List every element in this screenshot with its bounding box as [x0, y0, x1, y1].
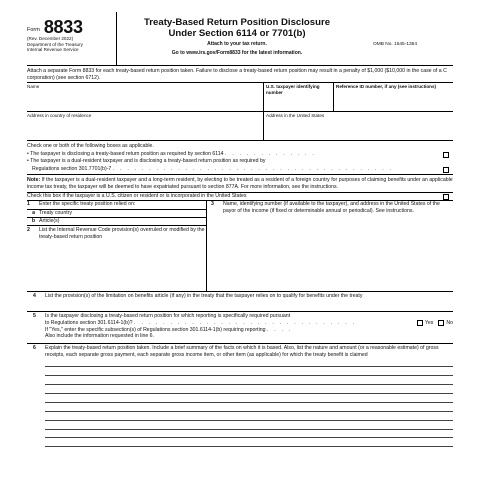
us-address-label: Address in the United States: [266, 113, 325, 118]
residence-address-field[interactable]: [27, 112, 263, 140]
line-5-row: 5 Is the taxpayer disclosing a treaty-based return position for which reporting is specifically required pursuant to Regulations section 301.6114-1(b)? . . . . . . . . . . . . . . . . . . . . . . . . . . . . . . . Yes No If "Yes," enter the specific subsection(s) of Regulations section 301.6114-1(b) requiring reporting . . . . Also include the information requested in line 6.: [27, 312, 453, 344]
line-1-label: Enter the specific treaty position relied on:: [39, 201, 136, 208]
article-row[interactable]: [27, 217, 206, 225]
citizen-row: [27, 193, 453, 201]
line-2-number: 2: [27, 227, 30, 234]
form-title-line2: Under Section 6114 or 7701(b): [168, 27, 306, 39]
revision-date: (Rev. December 2022): [27, 36, 74, 41]
write-line[interactable]: [45, 421, 453, 430]
lines-1-2-column: [27, 201, 207, 291]
write-line[interactable]: [45, 394, 453, 403]
intro-text: Attach a separate Form 8833 for each treaty-based return position taken. Failure to disclose a treaty-based return position may result in a penalty of $1,000 ($10,000 in the case of a C corporation) (see section 6712).: [27, 66, 453, 83]
agency: Internal Revenue Service: [27, 47, 79, 52]
identity-row: [27, 83, 453, 112]
omb-block: [357, 12, 453, 65]
line-3-column[interactable]: [207, 201, 453, 291]
department: Department of the Treasury: [27, 41, 83, 47]
line-5-label-a: Is the taxpayer disclosing a treaty-based return position for which reporting is specifically required pursuant: [45, 313, 291, 320]
line-5-number: 5: [33, 313, 36, 320]
ref-label: Reference ID number, if any (see instructions): [336, 84, 437, 89]
line-4-label: List the provision(s) of the limitation on benefits article (if any) in the treaty that the taxpayer relies on to qualify for benefits under the treaty: [45, 293, 363, 300]
option-dual-label-a: • The taxpayer is a dual-resident taxpayer and is disclosing a treaty-based return position as required by: [27, 158, 266, 165]
form-id-block: [27, 12, 117, 65]
attach-instruction: Attach to your tax return.: [207, 41, 267, 48]
line-2-label: List the Internal Revenue Code provision(s) overruled or modified by the treaty-based return position: [39, 227, 205, 240]
write-line[interactable]: [45, 403, 453, 412]
explanation-area[interactable]: [27, 358, 453, 447]
name-label: Name: [27, 84, 40, 89]
residence-address-label: Address in country of residence: [27, 113, 92, 118]
lines-1-3: [27, 201, 453, 292]
line-6-number: 6: [33, 345, 36, 352]
form-word: Form: [27, 27, 40, 34]
note-text: If the taxpayer is a dual-resident taxpayer and a long-term resident, by electing to be treated as a resident of a foreign country for purposes of claiming benefits under an applicable income tax treaty, the taxpayer will be deemed to have expatriated pursuant to section 877A. For more information, see the instructions.: [27, 177, 453, 190]
citizen-check-label: Check this box if the taxpayer is a U.S. citizen or resident or is incorporated in the United States: [27, 193, 247, 200]
us-address-field[interactable]: [263, 112, 453, 140]
form-number: 8833: [43, 17, 83, 37]
address-row: [27, 112, 453, 141]
utin-label: U.S. taxpayer identifying number: [266, 84, 320, 95]
line-5-label-b: to Regulations section 301.6114-1(b)?: [45, 319, 133, 326]
no-label: No: [446, 319, 453, 326]
utin-field[interactable]: [263, 83, 333, 111]
website-instruction: Go to www.irs.gov/Form8833 for the latest information.: [171, 49, 303, 56]
article-label: Article(s): [39, 218, 60, 225]
line-6-label: Explain the treaty-based return position taken. Include a brief summary of the facts on which it is based. Also, list the nature and amount (or a reasonable estimate) of gross receipts, each separate gross payment, each separate gross income item, or other item (as applicable) for which the treaty benefit is claimed: [45, 345, 439, 358]
write-line[interactable]: [45, 367, 453, 376]
treaty-country-label: Treaty country: [39, 210, 72, 217]
line-3-number: 3: [211, 201, 214, 208]
form-8833: [27, 12, 453, 447]
option-dual-label-b: Regulations section 301.7701(b)-7: [32, 165, 112, 172]
note-paragraph: [27, 175, 453, 193]
check-heading: Check one or both of the following boxes as applicable.: [27, 143, 154, 149]
no-checkbox[interactable]: [438, 320, 444, 326]
yes-no-group: [417, 320, 453, 327]
line-4-row[interactable]: [27, 292, 453, 312]
citizen-checkbox[interactable]: [443, 194, 449, 200]
line-5-label-c: If "Yes," enter the specific subsection(s) of Regulations section 301.6114-1(b) requiring reporting: [45, 326, 266, 333]
write-line[interactable]: [45, 376, 453, 385]
option-6114-label: • The taxpayer is disclosing a treaty-based return position as required by section 6114: [27, 150, 224, 157]
line-1b-letter: b: [31, 218, 35, 225]
section-6114-checkbox[interactable]: [443, 152, 449, 158]
form-title-line1: Treaty-Based Return Position Disclosure: [143, 17, 331, 28]
yes-checkbox[interactable]: [417, 320, 423, 326]
write-line[interactable]: [45, 412, 453, 421]
omb-number: OMB No. 1545-1354: [373, 42, 417, 47]
line-1-number: 1: [27, 201, 30, 208]
name-field[interactable]: [27, 83, 263, 111]
check-section: Check one or both of the following boxes as applicable. • The taxpayer is disclosing a treaty-based return position as required by section 6114 . . . . . . . . . . . . . • The taxpayer is a dual-resident taxpayer and is disclosing a treaty-based return position as required by Regulations section 301.7701(b)-7 . . . . . . . . . . . . . . . . . . . . . . . . . . . . . . . . . . . . . . .: [27, 141, 453, 175]
reference-id-field[interactable]: [333, 83, 453, 111]
write-line[interactable]: [45, 430, 453, 439]
write-line[interactable]: [45, 358, 453, 367]
write-line[interactable]: [45, 438, 453, 447]
note-label: Note:: [27, 177, 41, 184]
dual-resident-checkbox[interactable]: [443, 167, 449, 173]
write-line[interactable]: [45, 385, 453, 394]
line-1a-letter: a: [32, 210, 35, 217]
line-3-label: Name, identifying number (if available to the taxpayer), and address in the United States of the payor of the income (if fixed or determinable annual or periodical). See instructions.: [223, 201, 440, 214]
treaty-country-row[interactable]: [27, 209, 206, 217]
line-6-row: [27, 344, 453, 358]
line-5-label-d: Also include the information requested in line 6.: [45, 333, 155, 340]
yes-label: Yes: [424, 319, 434, 326]
line-4-number: 4: [33, 293, 36, 300]
form-header: [27, 12, 453, 66]
form-title-block: [117, 12, 357, 65]
